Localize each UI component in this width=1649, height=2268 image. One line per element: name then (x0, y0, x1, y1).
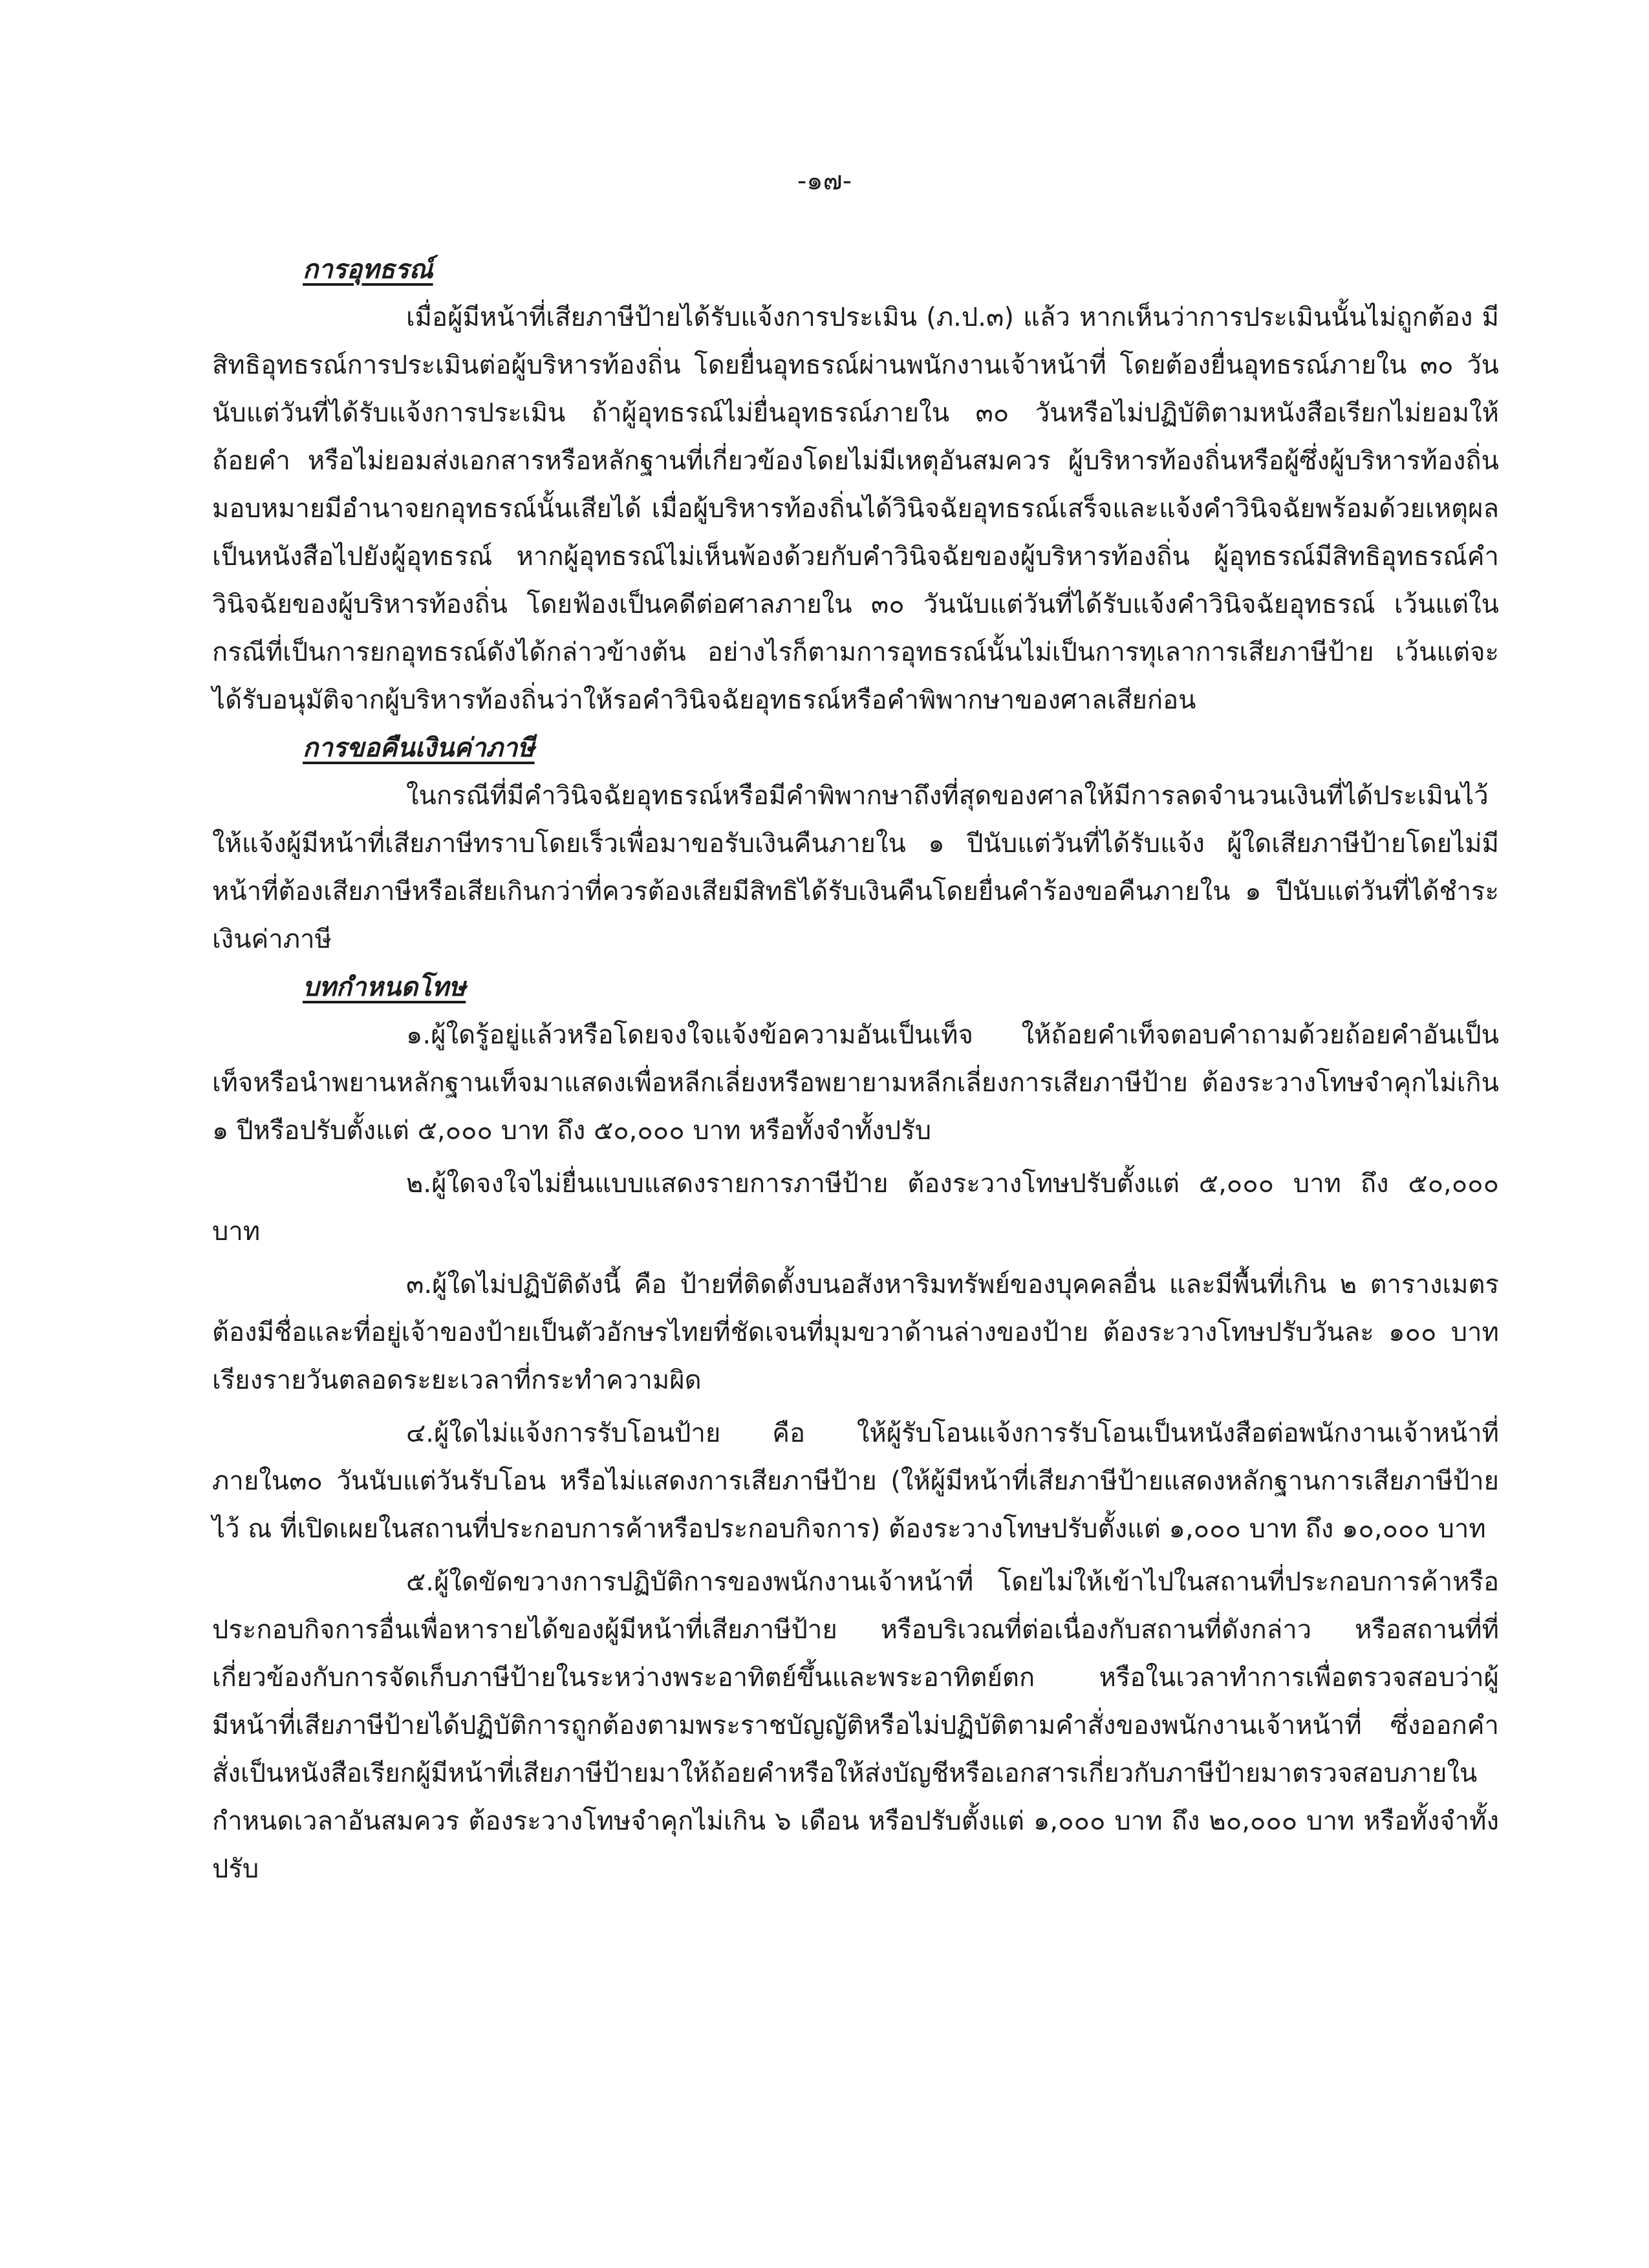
section-penalties (212, 963, 1499, 1893)
page-number: -๑๗- (797, 166, 852, 196)
section-heading-appeal: การอุทธรณ์ (303, 255, 433, 284)
penalty-item-2: ๒.ผู้ใดจงใจไม่ยื่นแบบแสดงรายการภาษีป้าย ต้องระวางโทษปรับตั้งแต่ ๕,๐๐๐ บาท ถึง ๕๐,๐๐๐ บาท (212, 1169, 1499, 1246)
document-body (212, 246, 1499, 1893)
tax-refund-paragraph: ในกรณีที่มีคำวินิจฉัยอุทธรณ์หรือมีคำพิพากษาถึงที่สุดของศาลให้มีการลดจำนวนเงินที่ได้ประเมินไว้ให้แจ้งผู้มีหน้าที่เสียภาษีทราบโดยเร็วเพื่อมาขอรับเงินคืนภายใน ๑ ปีนับแต่วันที่ได้รับแจ้ง ผู้ใดเสียภาษีป้ายโดยไม่มีหน้าที่ต้องเสียภาษีหรือเสียเกินกว่าที่ควรต้องเสียมีสิทธิได้รับเงินคืนโดยยื่นคำร้องขอคืนภายใน ๑ ปีนับแต่วันที่ได้ชำระเงินค่าภาษี (212, 781, 1499, 954)
penalty-item-3: ๓.ผู้ใดไม่ปฏิบัติดังนี้ คือ ป้ายที่ติดตั้งบนอสังหาริมทรัพย์ของบุคคลอื่น และมีพื้นที่เกิน ๒ ตารางเมตรต้องมีชื่อและที่อยู่เจ้าของป้ายเป็นตัวอักษรไทยที่ชัดเจนที่มุมขวาด้านล่างของป้าย ต้องระวางโทษปรับวันละ ๑๐๐ บาท เรียงรายวันตลอดระยะเวลาที่กระทำความผิด (212, 1270, 1499, 1395)
penalty-item-4: ๔.ผู้ใดไม่แจ้งการรับโอนป้าย คือ ให้ผู้รับโอนแจ้งการรับโอนเป็นหนังสือต่อพนักงานเจ้าหน้าที่ภายใน๓๐ วันนับแต่วันรับโอน หรือไม่แสดงการเสียภาษีป้าย (ให้ผู้มีหน้าที่เสียภาษีป้ายแสดงหลักฐานการเสียภาษีป้ายไว้ ณ ที่เปิดเผยในสถานที่ประกอบการค้าหรือประกอบกิจการ) ต้องระวางโทษปรับตั้งแต่ ๑,๐๐๐ บาท ถึง ๑๐,๐๐๐ บาท (212, 1418, 1499, 1544)
section-tax-refund (212, 724, 1499, 963)
penalty-item-5: ๕.ผู้ใดขัดขวางการปฏิบัติการของพนักงานเจ้าหน้าที่ โดยไม่ให้เข้าไปในสถานที่ประกอบการค้าหรือประกอบกิจการอื่นเพื่อหารายได้ของผู้มีหน้าที่เสียภาษีป้าย หรือบริเวณที่ต่อเนื่องกับสถานที่ดังกล่าว หรือสถานที่ที่เกี่ยวข้องกับการจัดเก็บภาษีป้ายในระหว่างพระอาทิตย์ขึ้นและพระอาทิตย์ตก หรือในเวลาทำการเพื่อตรวจสอบว่าผู้มีหน้าที่เสียภาษีป้ายได้ปฏิบัติการถูกต้องตามพระราชบัญญัติหรือไม่ปฏิบัติตามคำสั่งของพนักงานเจ้าหน้าที่ ซึ่งออกคำสั่งเป็นหนังสือเรียกผู้มีหน้าที่เสียภาษีป้ายมาให้ถ้อยคำหรือให้ส่งบัญชีหรือเอกสารเกี่ยวกับภาษีป้ายมาตรวจสอบภายในกำหนดเวลาอันสมควร ต้องระวางโทษจำคุกไม่เกิน ๖ เดือน หรือปรับตั้งแต่ ๑,๐๐๐ บาท ถึง ๒๐,๐๐๐ บาท หรือทั้งจำทั้งปรับ (212, 1567, 1499, 1884)
penalty-item-1: ๑.ผู้ใดรู้อยู่แล้วหรือโดยจงใจแจ้งข้อความอันเป็นเท็จ ให้ถ้อยคำเท็จตอบคำถามด้วยถ้อยคำอันเป็นเท็จหรือนำพยานหลักฐานเท็จมาแสดงเพื่อหลีกเลี่ยงหรือพยายามหลีกเลี่ยงการเสียภาษีป้าย ต้องระวางโทษจำคุกไม่เกิน ๑ ปีหรือปรับตั้งแต่ ๕,๐๐๐ บาท ถึง ๕๐,๐๐๐ บาท หรือทั้งจำทั้งปรับ (212, 1020, 1499, 1146)
section-appeal (212, 246, 1499, 724)
section-heading-tax-refund: การขอคืนเงินค่าภาษี (303, 733, 535, 763)
section-heading-penalties: บทกำหนดโทษ (303, 972, 466, 1002)
appeal-paragraph: เมื่อผู้มีหน้าที่เสียภาษีป้ายได้รับแจ้งการประเมิน (ภ.ป.๓) แล้ว หากเห็นว่าการประเมินนั้นไม่ถูกต้อง มีสิทธิอุทธรณ์การประเมินต่อผู้บริหารท้องถิ่น โดยยื่นอุทธรณ์ผ่านพนักงานเจ้าหน้าที่ โดยต้องยื่นอุทธรณ์ภายใน ๓๐ วันนับแต่วันที่ได้รับแจ้งการประเมิน ถ้าผู้อุทธรณ์ไม่ยื่นอุทธรณ์ภายใน ๓๐ วันหรือไม่ปฏิบัติตามหนังสือเรียกไม่ยอมให้ถ้อยคำ หรือไม่ยอมส่งเอกสารหรือหลักฐานที่เกี่ยวข้องโดยไม่มีเหตุอันสมควร ผู้บริหารท้องถิ่นหรือผู้ซึ่งผู้บริหารท้องถิ่นมอบหมายมีอำนาจยกอุทธรณ์นั้นเสียได้ เมื่อผู้บริหารท้องถิ่นได้วินิจฉัยอุทธรณ์เสร็จและแจ้งคำวินิจฉัยพร้อมด้วยเหตุผลเป็นหนังสือไปยังผู้อุทธรณ์ หากผู้อุทธรณ์ไม่เห็นพ้องด้วยกับคำวินิจฉัยของผู้บริหารท้องถิ่น ผู้อุทธรณ์มีสิทธิอุทธรณ์คำวินิจฉัยของผู้บริหารท้องถิ่น โดยฟ้องเป็นคดีต่อศาลภายใน ๓๐ วันนับแต่วันที่ได้รับแจ้งคำวินิจฉัยอุทธรณ์ เว้นแต่ในกรณีที่เป็นการยกอุทธรณ์ดังได้กล่าวข้างต้น อย่างไรก็ตามการอุทธรณ์นั้นไม่เป็นการทุเลาการเสียภาษีป้าย เว้นแต่จะได้รับอนุมัติจากผู้บริหารท้องถิ่นว่าให้รอคำวินิจฉัยอุทธรณ์หรือคำพิพากษาของศาลเสียก่อน (212, 303, 1499, 715)
